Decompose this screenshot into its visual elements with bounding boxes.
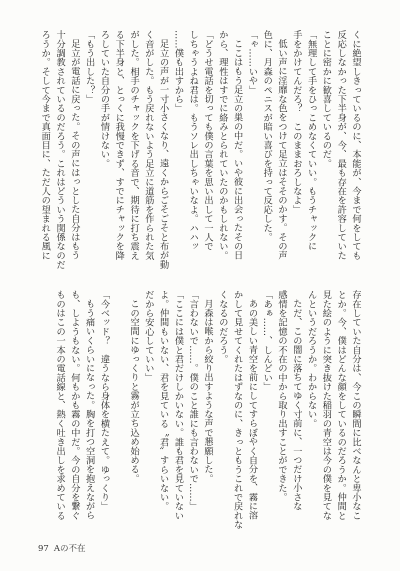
running-title: Aの不在 [53,544,86,554]
text-column: 見た絵のように突き抜けた稲羽の青空は今の僕を見てな [320,290,332,520]
text-column: ただ、この闇に落ちてゆく寸前に、一つだけ小さな [290,299,302,511]
text-column: ことに密かに歓喜しているのだ。 [320,30,332,168]
text-column: もう痛いくらいになった。胸を打つ空洞を抱えながら [83,299,95,520]
text-column: 「もう出した？」 [83,30,95,104]
lower-text-block [36,290,362,530]
text-column: 足立が電話に戻った。その声にはっとした自分はもう [68,39,80,260]
text-column: 「言わないで……。僕のこと誰にも言わないで……」 [187,290,199,511]
text-column: 存在していた自分は、今この瞬間に比べなんと卑小なこ [350,290,361,520]
text-column: 月森は喉から絞り出すような声で懇願した。 [202,299,214,484]
text-column: 反応しなかった下半身が、今、最も存在を許容していた [335,30,347,260]
text-column: 「どうせ電話を切っても僕の言葉を思い出して一人で [202,30,214,251]
text-column: る下半身と、とっくに我慢できず、すでにチャックを降 [113,30,125,260]
text-column: しちゃうよね君は。もうソレ出しちゃいなよ。ハハッ [187,30,199,251]
text-column: がした。相手のチャックを下げる音で、期待に打ち震え [128,30,140,260]
text-column: ものはこの一本の電話線と、熱く吐き出しを求めている [54,290,66,520]
text-column: よ。仲間もいない、君を見ている〝君〟すらいない。 [157,290,169,511]
text-column: 色に、月森のペニスが暗い喜びを持って反応した。 [261,30,273,242]
text-column: ろしていた自分の手が情けない。 [98,30,110,168]
text-column: あの美しい青空を前にしてすらぼやく自分を、霧に溶 [246,299,258,520]
text-column: も、しようもない。何もかも霧の中だ。今の自分を繋ぐ [68,290,80,520]
text-column: 「今ベッド？ 違うなら身体を横たえて。ゆっくり」 [98,290,110,511]
text-column: 「ここには僕と君だけしかいない。誰も君を見ていない [172,290,184,520]
scene-break-gap [110,290,125,530]
text-column: 低い声に淫靡な色をつけて足立はそそのかす。その声 [276,39,288,260]
text-column: くなるのだろう。 [216,290,228,364]
text-column: 足立の声が一寸小さくなり、遠くからごそごそと布が動 [157,39,169,270]
upper-text-block [36,30,362,270]
text-column: ろうか。そして今まで真面目に、ただ人の望まれる風に [39,30,51,260]
text-column: から、理性はすでに絡みとられていたのかもしれない。 [216,30,228,260]
text-column: とか。今、僕はどんな顔をしているのだろうか。仲間と [335,290,347,520]
text-column: ここはもう足立の巣の中だ。いや彼に出会ったその日 [231,39,243,260]
text-column: この空間にゆっくりと霧が立ち込め始める。 [128,299,140,484]
text-column: かして見せてくれたはずなのに、きっともうこれで戻れな [231,290,243,530]
page-footer [38,543,85,555]
text-column: 十分調教されているのだろう。これはどういう関係なのだ [54,30,66,270]
text-column: く音がした。もう戻れないよう足立に道筋を作られた気 [142,30,154,260]
text-column: 手をかけてんだろ？ このままおろしなよ」 [290,30,302,214]
text-column: くに絶望しきっているのに、本能が、今まで何をしても [350,30,361,260]
text-column: だから安心していい」 [142,290,154,382]
text-column: ……僕も出すから」 [172,30,184,113]
text-column: 感情を記憶の不在の中から取り出すことができた。 [276,290,288,502]
page-number: 97 [38,544,49,554]
text-column: んというだろうか。わからない。 [305,290,317,428]
text-column: 「無理して手をひっこめなくていい。もうチャックに [305,30,317,251]
text-column: 「あぁ……、しんどい」 [261,290,273,392]
text-column: 「ゃ……いや」 [246,30,258,95]
